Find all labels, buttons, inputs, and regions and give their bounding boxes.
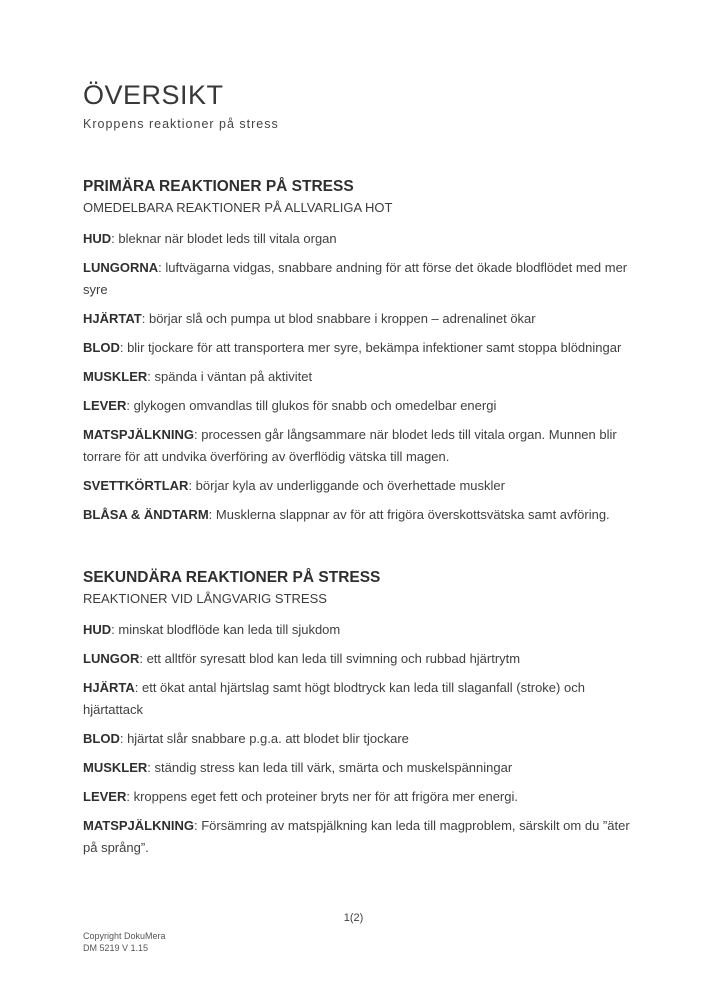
body-paragraph [83,228,631,250]
body-paragraph [83,619,631,641]
term-label: HJÄRTAT [83,311,142,326]
term-description: : Försämring av matspjälkning kan leda till magproblem, särskilt om du ”äter på språng”. [83,818,630,855]
body-paragraph [83,677,631,721]
term-label: BLOD [83,731,120,746]
body-paragraph [83,648,631,670]
term-description: : ett alltför syresatt blod kan leda till svimning och rubbad hjärtrytm [139,651,521,666]
document-body [83,178,631,859]
footer-version-line: DM 5219 V 1.15 [83,942,149,953]
page-title: ÖVERSIKT [83,80,224,110]
section-subheading: OMEDELBARA REAKTIONER PÅ ALLVARLIGA HOT [83,200,393,215]
body-paragraph [83,815,631,859]
term-description: : spända i väntan på aktivitet [147,369,313,384]
document-header [83,80,631,131]
term-description: : processen går långsammare när blodet leds till vitala organ. Munnen blir torrare för att undvika överföring av överflödig vätska till magen. [83,427,617,464]
body-paragraph [83,786,631,808]
document-section [83,178,631,526]
footer-copyright [83,931,166,954]
body-paragraph [83,366,631,388]
term-label: HJÄRTA [83,680,135,695]
term-label: LUNGOR [83,651,140,666]
term-description: : börjar kyla av underliggande och överhettade muskler [188,478,505,493]
term-description: : bleknar när blodet leds till vitala organ [111,231,337,246]
body-paragraph [83,308,631,330]
section-subheading: REAKTIONER VID LÅNGVARIG STRESS [83,591,327,606]
footer-copyright-line: Copyright DokuMera [83,931,166,941]
term-description: : ständig stress kan leda till värk, smärta och muskelspänningar [147,760,513,775]
body-paragraph [83,257,631,301]
term-label: SVETTKÖRTLAR [83,478,189,493]
body-paragraph [83,728,631,750]
term-description: : ett ökat antal hjärtslag samt högt blodtryck kan leda till slaganfall (stroke) och hjärtattack [83,680,585,717]
term-label: MUSKLER [83,369,148,384]
body-paragraph [83,337,631,359]
term-description: : blir tjockare för att transportera mer syre, bekämpa infektioner samt stoppa blödningar [119,340,622,355]
term-label: HUD [83,231,112,246]
term-description: : luftvägarna vidgas, snabbare andning för att förse det ökade blodflödet med mer syre [83,260,628,297]
body-paragraph [83,475,631,497]
term-description: : Musklerna slappnar av för att frigöra överskottsvätska samt avföring. [208,507,610,522]
section-items [83,228,631,526]
section-items [83,619,631,859]
page-subtitle: Kroppens reaktioner på stress [83,117,279,131]
body-paragraph [83,757,631,779]
term-description: : börjar slå och pumpa ut blod snabbare i kroppen – adrenalinet ökar [141,311,536,326]
term-label: MATSPJÄLKNING [83,818,194,833]
term-label: LUNGORNA [83,260,159,275]
page-number: 1(2) [343,912,364,924]
term-label: LEVER [83,398,127,413]
term-label: MATSPJÄLKNING [83,427,194,442]
term-label: BLÅSA & ÄNDTARM [83,507,209,522]
section-heading: PRIMÄRA REAKTIONER PÅ STRESS [83,178,354,195]
term-label: MUSKLER [83,760,148,775]
body-paragraph [83,504,631,526]
body-paragraph [83,424,631,468]
term-description: : glykogen omvandlas till glukos för snabb och omedelbar energi [126,398,497,413]
section-heading: SEKUNDÄRA REAKTIONER PÅ STRESS [83,569,381,586]
term-label: LEVER [83,789,127,804]
term-description: : kroppens eget fett och proteiner bryts ner för att frigöra mer energi. [126,789,518,804]
body-paragraph [83,395,631,417]
term-label: BLOD [83,340,120,355]
term-label: HUD [83,622,112,637]
term-description: : minskat blodflöde kan leda till sjukdom [111,622,341,637]
document-section [83,569,631,859]
term-description: : hjärtat slår snabbare p.g.a. att blodet blir tjockare [119,731,409,746]
